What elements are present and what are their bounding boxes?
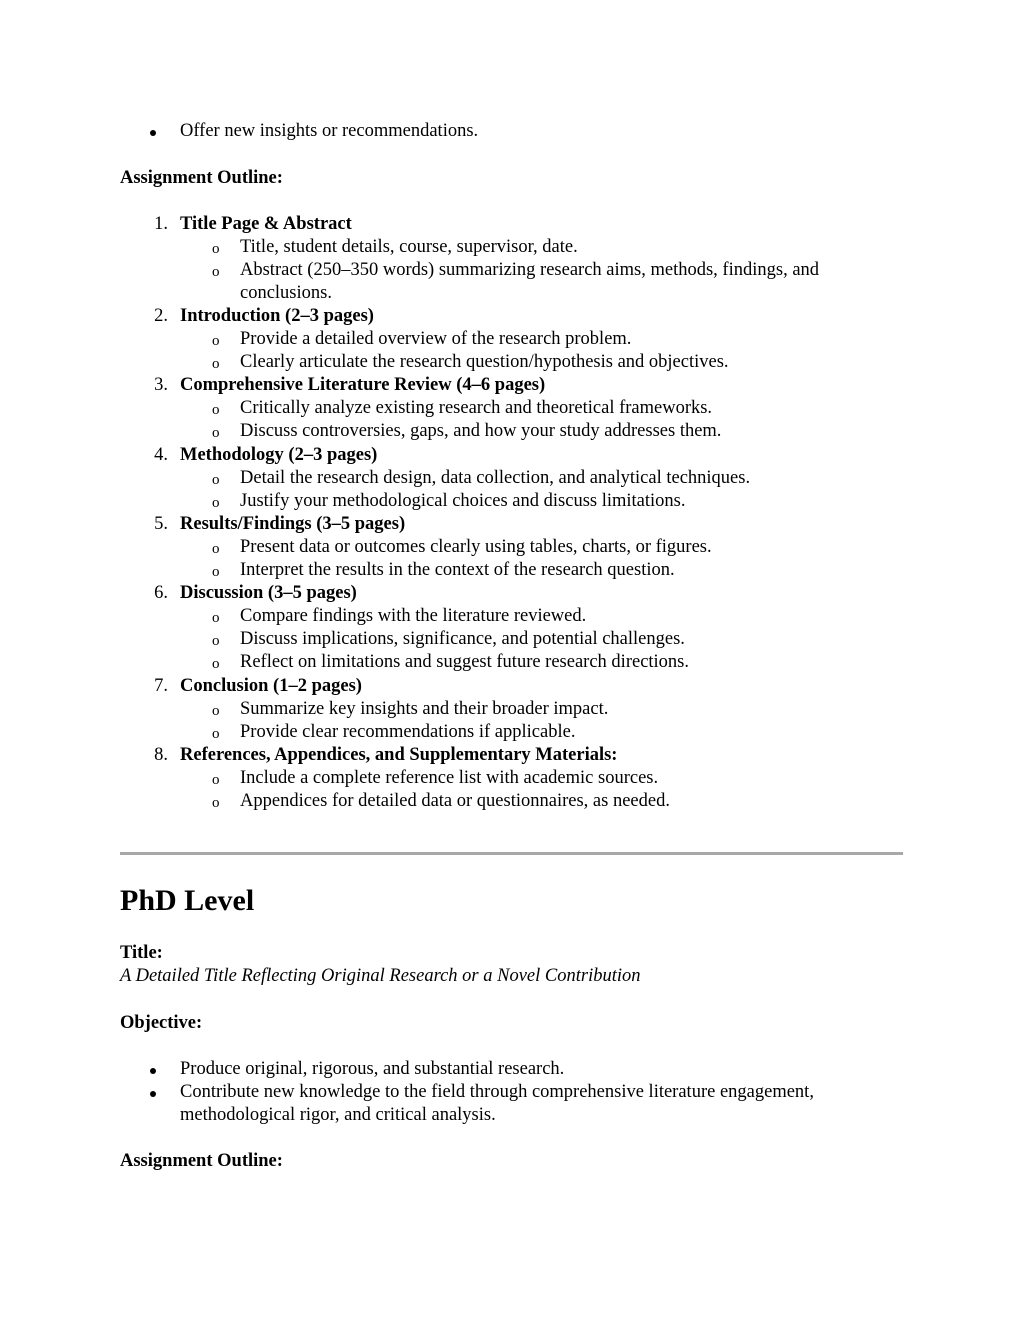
sub-bullet-icon: o	[212, 541, 220, 557]
list-item: Provide a detailed overview of the research problem.	[240, 329, 632, 349]
list-item: Reflect on limitations and suggest future research directions.	[240, 652, 690, 672]
list-item: Abstract (250–350 words) summarizing research aims, methods, findings, and	[240, 260, 820, 280]
objective-label: Objective:	[120, 1013, 203, 1033]
bullet-icon	[150, 1068, 156, 1074]
sub-bullet-icon: o	[212, 726, 220, 742]
list-item: Discuss implications, significance, and potential challenges.	[240, 629, 685, 649]
list-item: Summarize key insights and their broader impact.	[240, 699, 609, 719]
section-title: PhD Level	[120, 884, 255, 917]
list-item-continuation: conclusions.	[240, 283, 332, 303]
list-item: Contribute new knowledge to the field through comprehensive literature engagement,	[180, 1082, 814, 1102]
sub-bullet-icon: o	[212, 356, 220, 372]
outline-item-title: Comprehensive Literature Review (4–6 pages)	[180, 375, 546, 395]
sub-bullet-icon: o	[212, 703, 220, 719]
list-item: Include a complete reference list with academic sources.	[240, 768, 659, 788]
outline-item-title: Conclusion (1–2 pages)	[180, 676, 362, 696]
list-item: Appendices for detailed data or questionnaires, as needed.	[240, 791, 670, 811]
list-number: 7.	[154, 676, 168, 696]
title-text: A Detailed Title Reflecting Original Research or a Novel Contribution	[120, 966, 641, 986]
outline-item-title: Title Page & Abstract	[180, 214, 352, 234]
list-number: 1.	[154, 214, 168, 234]
list-number: 3.	[154, 375, 168, 395]
title-label: Title:	[120, 943, 163, 963]
bullet-icon	[150, 130, 156, 136]
list-number: 2.	[154, 306, 168, 326]
sub-bullet-icon: o	[212, 564, 220, 580]
outline-item-title: Introduction (2–3 pages)	[180, 306, 374, 326]
section-heading: Assignment Outline:	[120, 1151, 283, 1171]
list-item: Interpret the results in the context of the research question.	[240, 560, 675, 580]
sub-bullet-icon: o	[212, 264, 220, 280]
outline-item-title: Discussion (3–5 pages)	[180, 583, 357, 603]
sub-bullet-icon: o	[212, 495, 220, 511]
outline-item-title: Methodology (2–3 pages)	[180, 445, 378, 465]
outline-item-title: References, Appendices, and Supplementary Materials:	[180, 745, 618, 765]
sub-bullet-icon: o	[212, 795, 220, 811]
list-item: Present data or outcomes clearly using tables, charts, or figures.	[240, 537, 712, 557]
list-number: 4.	[154, 445, 168, 465]
sub-bullet-icon: o	[212, 656, 220, 672]
list-item: Compare findings with the literature reviewed.	[240, 606, 587, 626]
sub-bullet-icon: o	[212, 402, 220, 418]
list-item: Title, student details, course, supervisor, date.	[240, 237, 578, 257]
list-number: 6.	[154, 583, 168, 603]
sub-bullet-icon: o	[212, 772, 220, 788]
list-item: Critically analyze existing research and theoretical frameworks.	[240, 398, 713, 418]
outline-item-title: Results/Findings (3–5 pages)	[180, 514, 406, 534]
list-number: 5.	[154, 514, 168, 534]
list-number: 8.	[154, 745, 168, 765]
sub-bullet-icon: o	[212, 425, 220, 441]
horizontal-divider	[120, 852, 903, 855]
list-item: Justify your methodological choices and discuss limitations.	[240, 491, 686, 511]
list-item: Provide clear recommendations if applicable.	[240, 722, 576, 742]
list-item: Clearly articulate the research question/hypothesis and objectives.	[240, 352, 729, 372]
section-heading: Assignment Outline:	[120, 168, 283, 188]
sub-bullet-icon: o	[212, 472, 220, 488]
sub-bullet-icon: o	[212, 610, 220, 626]
bullet-icon	[150, 1091, 156, 1097]
list-item: Detail the research design, data collection, and analytical techniques.	[240, 468, 751, 488]
list-item: Offer new insights or recommendations.	[180, 121, 479, 141]
list-item: Discuss controversies, gaps, and how your study addresses them.	[240, 421, 722, 441]
list-item: Produce original, rigorous, and substantial research.	[180, 1059, 565, 1079]
sub-bullet-icon: o	[212, 333, 220, 349]
list-item-continuation: methodological rigor, and critical analysis.	[180, 1105, 496, 1125]
sub-bullet-icon: o	[212, 633, 220, 649]
sub-bullet-icon: o	[212, 241, 220, 257]
